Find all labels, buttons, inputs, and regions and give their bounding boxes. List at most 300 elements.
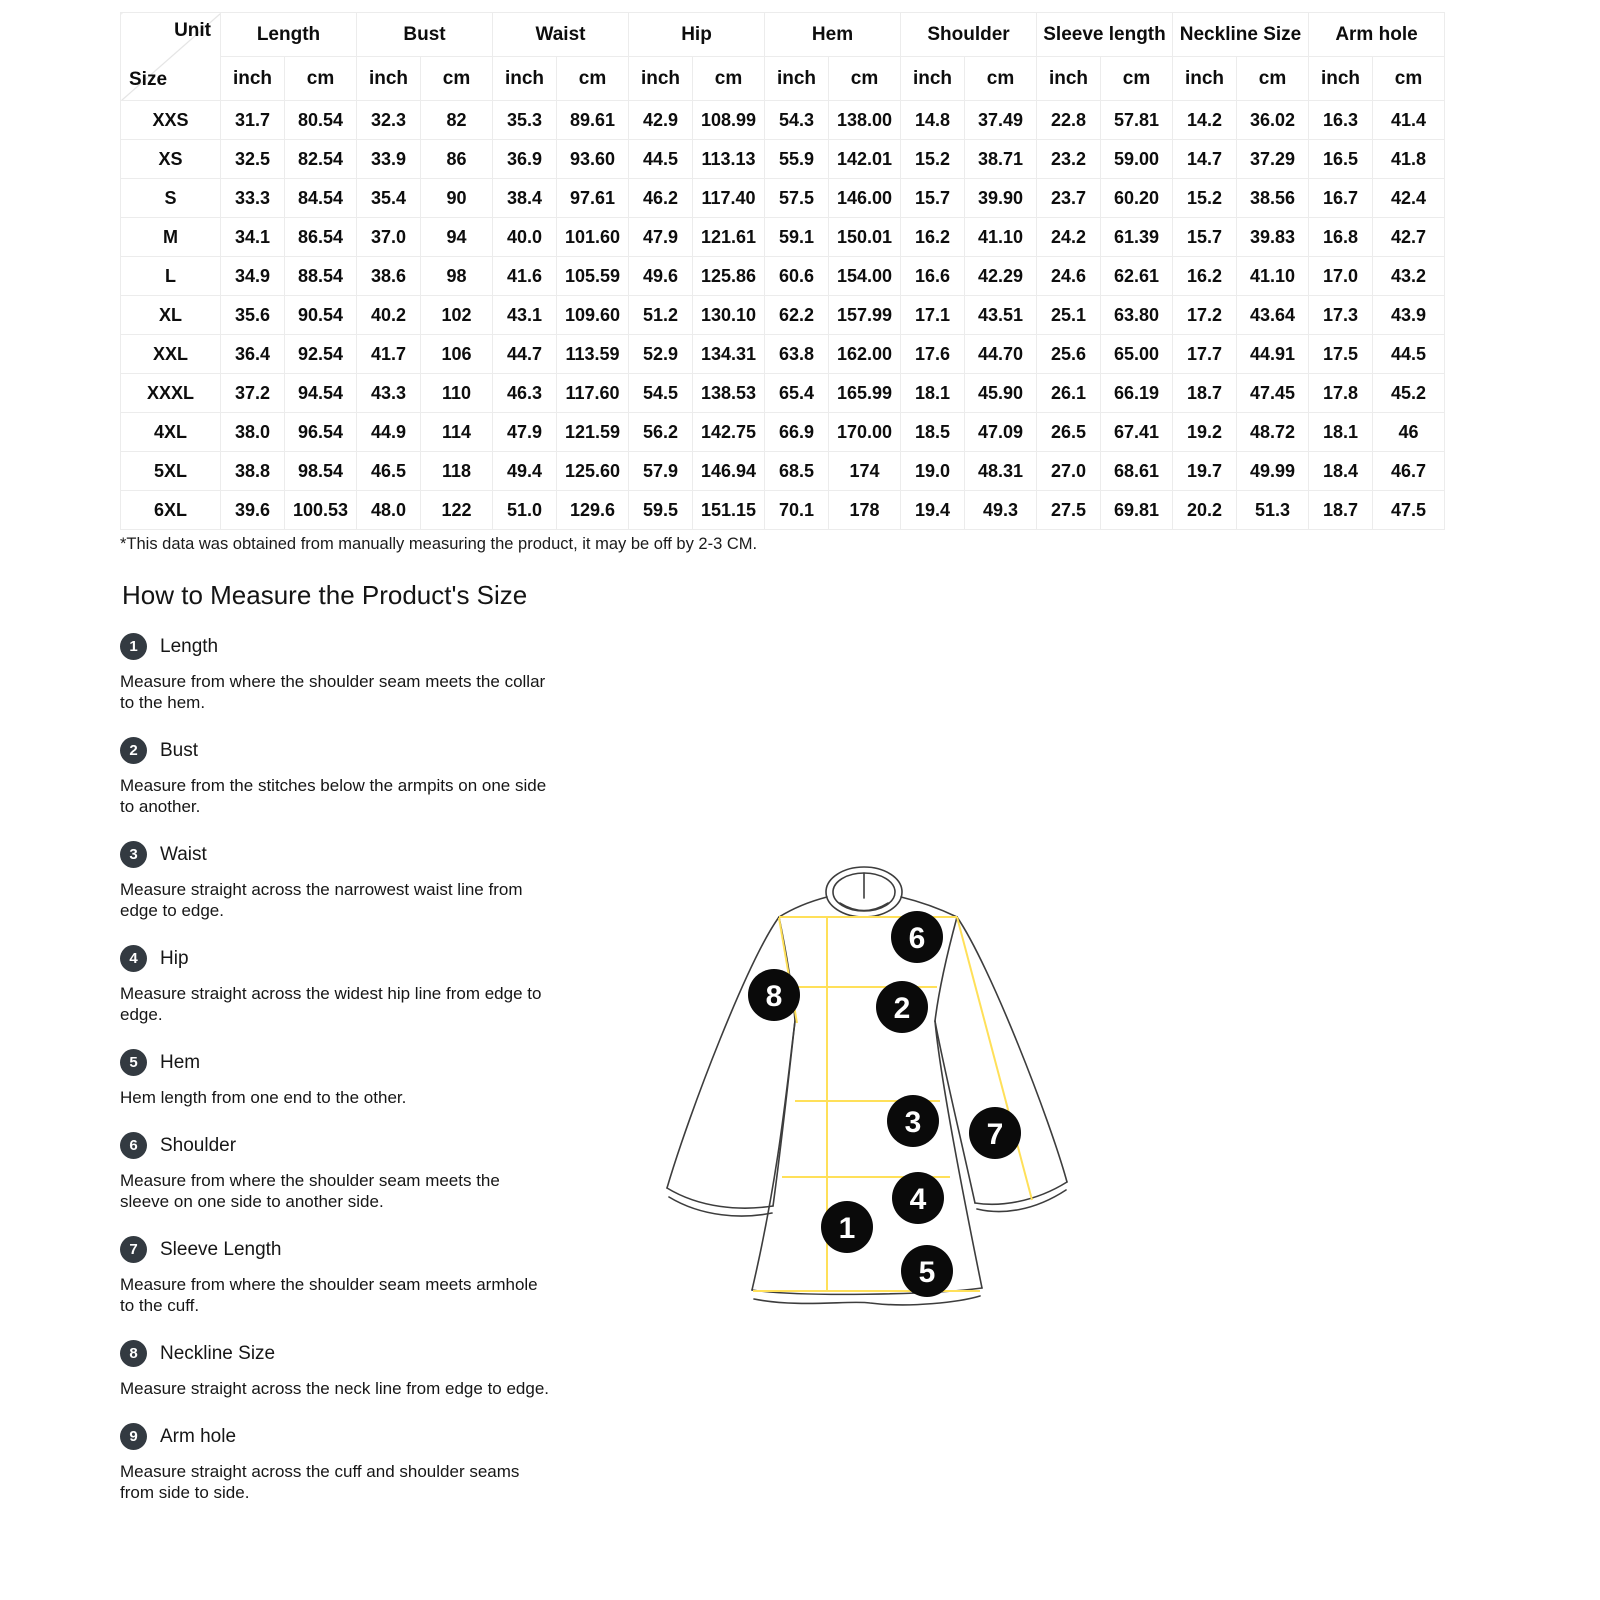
inch-unit-header: inch [629, 57, 693, 101]
step-label: Shoulder [160, 1134, 237, 1156]
value-cell: 17.6 [901, 335, 965, 374]
value-cell: 18.1 [1309, 413, 1373, 452]
inch-unit-header: inch [357, 57, 421, 101]
value-cell: 19.0 [901, 452, 965, 491]
value-cell: 15.2 [1173, 179, 1237, 218]
step-label: Waist [160, 843, 207, 865]
svg-text:3: 3 [904, 1106, 922, 1139]
measure-step-header [120, 1340, 640, 1367]
value-cell: 43.51 [965, 296, 1037, 335]
diagram-marker-7 [969, 1107, 1021, 1159]
inch-unit-header: inch [901, 57, 965, 101]
value-cell: 22.8 [1037, 101, 1101, 140]
step-description: Measure from where the shoulder seam meets the sleeve on one side to another side. [120, 1171, 500, 1211]
value-cell: 97.61 [557, 179, 629, 218]
value-cell: 92.54 [285, 335, 357, 374]
value-cell: 151.15 [693, 491, 765, 530]
value-cell: 110 [421, 374, 493, 413]
value-cell: 36.4 [221, 335, 285, 374]
value-cell: 51.3 [1237, 491, 1309, 530]
cm-unit-header: cm [285, 57, 357, 101]
value-cell: 16.6 [901, 257, 965, 296]
column-group-header: Length [221, 13, 357, 57]
value-cell: 17.3 [1309, 296, 1373, 335]
value-cell: 40.2 [357, 296, 421, 335]
svg-text:6: 6 [908, 922, 926, 955]
step-number-badge: 1 [120, 633, 147, 660]
value-cell: 82.54 [285, 140, 357, 179]
value-cell: 16.5 [1309, 140, 1373, 179]
value-cell: 15.7 [901, 179, 965, 218]
value-cell: 40.0 [493, 218, 557, 257]
value-cell: 65.4 [765, 374, 829, 413]
value-cell: 80.54 [285, 101, 357, 140]
value-cell: 90.54 [285, 296, 357, 335]
value-cell: 44.70 [965, 335, 1037, 374]
value-cell: 125.60 [557, 452, 629, 491]
value-cell: 43.2 [1373, 257, 1445, 296]
table-row [121, 296, 1445, 335]
value-cell: 45.2 [1373, 374, 1445, 413]
value-cell: 14.7 [1173, 140, 1237, 179]
value-cell: 146.94 [693, 452, 765, 491]
value-cell: 17.7 [1173, 335, 1237, 374]
table-row [121, 101, 1445, 140]
value-cell: 47.09 [965, 413, 1037, 452]
value-cell: 88.54 [285, 257, 357, 296]
value-cell: 15.7 [1173, 218, 1237, 257]
value-cell: 49.3 [965, 491, 1037, 530]
value-cell: 18.4 [1309, 452, 1373, 491]
value-cell: 60.6 [765, 257, 829, 296]
value-cell: 138.00 [829, 101, 901, 140]
step-label: Hip [160, 947, 189, 969]
value-cell: 38.4 [493, 179, 557, 218]
value-cell: 35.3 [493, 101, 557, 140]
value-cell: 42.4 [1373, 179, 1445, 218]
garment-measurement-diagram [630, 840, 1110, 1340]
value-cell: 43.64 [1237, 296, 1309, 335]
step-description: Measure straight across the widest hip line from edge to edge. [120, 984, 542, 1024]
value-cell: 63.8 [765, 335, 829, 374]
value-cell: 44.91 [1237, 335, 1309, 374]
value-cell: 26.1 [1037, 374, 1101, 413]
inch-unit-header: inch [493, 57, 557, 101]
value-cell: 98 [421, 257, 493, 296]
value-cell: 46.2 [629, 179, 693, 218]
value-cell: 16.3 [1309, 101, 1373, 140]
value-cell: 109.60 [557, 296, 629, 335]
value-cell: 178 [829, 491, 901, 530]
value-cell: 34.1 [221, 218, 285, 257]
table-row [121, 374, 1445, 413]
value-cell: 134.31 [693, 335, 765, 374]
value-cell: 17.8 [1309, 374, 1373, 413]
value-cell: 38.6 [357, 257, 421, 296]
value-cell: 18.7 [1309, 491, 1373, 530]
inch-unit-header: inch [765, 57, 829, 101]
value-cell: 15.2 [901, 140, 965, 179]
measure-step [120, 1049, 640, 1108]
how-to-measure-title: How to Measure the Product's Size [122, 580, 528, 610]
value-cell: 100.53 [285, 491, 357, 530]
diagram-marker-1 [821, 1201, 873, 1253]
step-label: Length [160, 635, 219, 657]
measure-step [120, 1236, 640, 1316]
value-cell: 35.4 [357, 179, 421, 218]
size-cell: 6XL [121, 491, 221, 530]
measure-step [120, 1132, 640, 1212]
measure-step-header [120, 737, 640, 764]
size-chart-table [120, 12, 1445, 530]
value-cell: 54.5 [629, 374, 693, 413]
value-cell: 84.54 [285, 179, 357, 218]
measure-step-header [120, 1423, 640, 1450]
cm-unit-header: cm [557, 57, 629, 101]
svg-text:7: 7 [986, 1118, 1004, 1151]
size-chart-head [121, 13, 1445, 101]
value-cell: 36.02 [1237, 101, 1309, 140]
value-cell: 105.59 [557, 257, 629, 296]
table-row [121, 257, 1445, 296]
value-cell: 162.00 [829, 335, 901, 374]
unit-header-row [121, 57, 1445, 101]
value-cell: 117.60 [557, 374, 629, 413]
value-cell: 24.6 [1037, 257, 1101, 296]
value-cell: 23.2 [1037, 140, 1101, 179]
group-header-row [121, 13, 1445, 57]
cm-unit-header: cm [421, 57, 493, 101]
value-cell: 69.81 [1101, 491, 1173, 530]
value-cell: 174 [829, 452, 901, 491]
value-cell: 57.5 [765, 179, 829, 218]
value-cell: 46.7 [1373, 452, 1445, 491]
value-cell: 24.2 [1037, 218, 1101, 257]
value-cell: 46.3 [493, 374, 557, 413]
value-cell: 38.71 [965, 140, 1037, 179]
value-cell: 14.2 [1173, 101, 1237, 140]
measure-step [120, 737, 640, 817]
value-cell: 150.01 [829, 218, 901, 257]
value-cell: 54.3 [765, 101, 829, 140]
value-cell: 47.9 [629, 218, 693, 257]
value-cell: 154.00 [829, 257, 901, 296]
value-cell: 42.9 [629, 101, 693, 140]
value-cell: 170.00 [829, 413, 901, 452]
value-cell: 138.53 [693, 374, 765, 413]
size-cell: XS [121, 140, 221, 179]
step-description: Measure straight across the cuff and shoulder seams from side to side. [120, 1462, 520, 1502]
value-cell: 39.83 [1237, 218, 1309, 257]
value-cell: 45.90 [965, 374, 1037, 413]
step-number-badge: 2 [120, 737, 147, 764]
value-cell: 31.7 [221, 101, 285, 140]
value-cell: 121.59 [557, 413, 629, 452]
value-cell: 63.80 [1101, 296, 1173, 335]
diagram-marker-4 [892, 1172, 944, 1224]
column-group-header: Arm hole [1309, 13, 1445, 57]
svg-text:2: 2 [893, 992, 911, 1025]
value-cell: 19.7 [1173, 452, 1237, 491]
value-cell: 38.56 [1237, 179, 1309, 218]
step-number-badge: 3 [120, 841, 147, 868]
value-cell: 46.5 [357, 452, 421, 491]
value-cell: 47.9 [493, 413, 557, 452]
cm-unit-header: cm [1373, 57, 1445, 101]
value-cell: 121.61 [693, 218, 765, 257]
value-cell: 25.1 [1037, 296, 1101, 335]
value-cell: 41.10 [965, 218, 1037, 257]
value-cell: 130.10 [693, 296, 765, 335]
value-cell: 51.2 [629, 296, 693, 335]
unit-size-corner-cell [121, 13, 221, 101]
table-row [121, 452, 1445, 491]
value-cell: 37.0 [357, 218, 421, 257]
step-number-badge: 7 [120, 1236, 147, 1263]
value-cell: 16.2 [1173, 257, 1237, 296]
value-cell: 68.5 [765, 452, 829, 491]
step-label: Arm hole [160, 1425, 237, 1447]
measure-step-header [120, 1236, 640, 1263]
value-cell: 39.90 [965, 179, 1037, 218]
value-cell: 106 [421, 335, 493, 374]
value-cell: 19.4 [901, 491, 965, 530]
step-number-badge: 4 [120, 945, 147, 972]
value-cell: 49.4 [493, 452, 557, 491]
measurement-guide-lines [753, 917, 1032, 1292]
value-cell: 49.99 [1237, 452, 1309, 491]
size-chart-body [121, 101, 1445, 530]
value-cell: 16.2 [901, 218, 965, 257]
column-group-header: Shoulder [901, 13, 1037, 57]
value-cell: 36.9 [493, 140, 557, 179]
value-cell: 61.39 [1101, 218, 1173, 257]
value-cell: 27.5 [1037, 491, 1101, 530]
inch-unit-header: inch [1173, 57, 1237, 101]
value-cell: 44.7 [493, 335, 557, 374]
value-cell: 41.6 [493, 257, 557, 296]
value-cell: 70.1 [765, 491, 829, 530]
measure-step-header [120, 945, 640, 972]
inch-unit-header: inch [221, 57, 285, 101]
step-label: Bust [160, 739, 199, 761]
value-cell: 37.29 [1237, 140, 1309, 179]
value-cell: 47.5 [1373, 491, 1445, 530]
diagram-marker-2 [876, 981, 928, 1033]
cm-unit-header: cm [829, 57, 901, 101]
value-cell: 98.54 [285, 452, 357, 491]
value-cell: 96.54 [285, 413, 357, 452]
diagram-marker-6 [891, 911, 943, 963]
value-cell: 26.5 [1037, 413, 1101, 452]
measurement-disclaimer: *This data was obtained from manually measuring the product, it may be off by 2-3 CM. [120, 535, 758, 553]
value-cell: 16.8 [1309, 218, 1373, 257]
measure-step-header [120, 633, 640, 660]
value-cell: 93.60 [557, 140, 629, 179]
step-description: Hem length from one end to the other. [120, 1088, 407, 1107]
value-cell: 94 [421, 218, 493, 257]
size-cell: L [121, 257, 221, 296]
value-cell: 68.61 [1101, 452, 1173, 491]
column-group-header: Hip [629, 13, 765, 57]
value-cell: 142.01 [829, 140, 901, 179]
value-cell: 108.99 [693, 101, 765, 140]
value-cell: 37.49 [965, 101, 1037, 140]
table-row [121, 335, 1445, 374]
value-cell: 90 [421, 179, 493, 218]
inch-unit-header: inch [1037, 57, 1101, 101]
measure-step [120, 945, 640, 1025]
value-cell: 16.7 [1309, 179, 1373, 218]
value-cell: 86 [421, 140, 493, 179]
measure-steps [120, 633, 640, 1527]
value-cell: 48.72 [1237, 413, 1309, 452]
value-cell: 44.5 [629, 140, 693, 179]
step-description: Measure from where the shoulder seam meets the collar to the hem. [120, 672, 546, 712]
column-group-header: Bust [357, 13, 493, 57]
measure-step [120, 841, 640, 921]
value-cell: 41.7 [357, 335, 421, 374]
svg-text:5: 5 [918, 1256, 936, 1289]
value-cell: 38.8 [221, 452, 285, 491]
value-cell: 38.0 [221, 413, 285, 452]
value-cell: 142.75 [693, 413, 765, 452]
value-cell: 102 [421, 296, 493, 335]
step-number-badge: 8 [120, 1340, 147, 1367]
size-cell: XXL [121, 335, 221, 374]
value-cell: 65.00 [1101, 335, 1173, 374]
value-cell: 43.9 [1373, 296, 1445, 335]
value-cell: 46 [1373, 413, 1445, 452]
value-cell: 49.6 [629, 257, 693, 296]
value-cell: 60.20 [1101, 179, 1173, 218]
value-cell: 14.8 [901, 101, 965, 140]
value-cell: 125.86 [693, 257, 765, 296]
corner-size-label: Size [129, 69, 168, 90]
measure-step [120, 633, 640, 713]
value-cell: 48.0 [357, 491, 421, 530]
cm-unit-header: cm [1101, 57, 1173, 101]
column-group-header: Neckline Size [1173, 13, 1309, 57]
step-label: Sleeve Length [160, 1238, 282, 1260]
value-cell: 42.29 [965, 257, 1037, 296]
value-cell: 32.5 [221, 140, 285, 179]
value-cell: 33.9 [357, 140, 421, 179]
value-cell: 25.6 [1037, 335, 1101, 374]
step-label: Hem [160, 1051, 201, 1073]
value-cell: 113.13 [693, 140, 765, 179]
table-row [121, 140, 1445, 179]
size-cell: XXXL [121, 374, 221, 413]
size-cell: XL [121, 296, 221, 335]
value-cell: 18.7 [1173, 374, 1237, 413]
value-cell: 113.59 [557, 335, 629, 374]
measure-step-header [120, 1049, 640, 1076]
value-cell: 101.60 [557, 218, 629, 257]
cm-unit-header: cm [1237, 57, 1309, 101]
value-cell: 94.54 [285, 374, 357, 413]
size-chart-section [120, 12, 1445, 530]
value-cell: 32.3 [357, 101, 421, 140]
diagram-marker-3 [887, 1095, 939, 1147]
step-number-badge: 9 [120, 1423, 147, 1450]
value-cell: 55.9 [765, 140, 829, 179]
value-cell: 52.9 [629, 335, 693, 374]
value-cell: 66.19 [1101, 374, 1173, 413]
table-row [121, 218, 1445, 257]
size-cell: M [121, 218, 221, 257]
value-cell: 43.3 [357, 374, 421, 413]
step-number-badge: 5 [120, 1049, 147, 1076]
value-cell: 18.1 [901, 374, 965, 413]
value-cell: 114 [421, 413, 493, 452]
measure-step [120, 1340, 640, 1399]
inch-unit-header: inch [1309, 57, 1373, 101]
step-number-badge: 6 [120, 1132, 147, 1159]
table-row [121, 491, 1445, 530]
value-cell: 44.5 [1373, 335, 1445, 374]
step-description: Measure from where the shoulder seam meets armhole to the cuff. [120, 1275, 538, 1315]
value-cell: 23.7 [1037, 179, 1101, 218]
value-cell: 89.61 [557, 101, 629, 140]
value-cell: 118 [421, 452, 493, 491]
size-cell: S [121, 179, 221, 218]
step-description: Measure straight across the narrowest waist line from edge to edge. [120, 880, 523, 920]
value-cell: 48.31 [965, 452, 1037, 491]
value-cell: 37.2 [221, 374, 285, 413]
value-cell: 35.6 [221, 296, 285, 335]
value-cell: 18.5 [901, 413, 965, 452]
value-cell: 27.0 [1037, 452, 1101, 491]
svg-text:1: 1 [838, 1212, 856, 1245]
size-cell: XXS [121, 101, 221, 140]
value-cell: 66.9 [765, 413, 829, 452]
measure-step-header [120, 1132, 640, 1159]
corner-unit-label: Unit [174, 20, 211, 41]
value-cell: 17.1 [901, 296, 965, 335]
column-group-header: Sleeve length [1037, 13, 1173, 57]
value-cell: 57.9 [629, 452, 693, 491]
value-cell: 44.9 [357, 413, 421, 452]
measure-step [120, 1423, 640, 1503]
value-cell: 17.2 [1173, 296, 1237, 335]
cm-unit-header: cm [965, 57, 1037, 101]
cm-unit-header: cm [693, 57, 765, 101]
svg-text:8: 8 [765, 980, 783, 1013]
value-cell: 39.6 [221, 491, 285, 530]
value-cell: 17.5 [1309, 335, 1373, 374]
measure-step-header [120, 841, 640, 868]
value-cell: 67.41 [1101, 413, 1173, 452]
value-cell: 57.81 [1101, 101, 1173, 140]
column-group-header: Hem [765, 13, 901, 57]
value-cell: 34.9 [221, 257, 285, 296]
column-group-header: Waist [493, 13, 629, 57]
value-cell: 59.1 [765, 218, 829, 257]
step-description: Measure straight across the neck line from edge to edge. [120, 1379, 550, 1398]
value-cell: 42.7 [1373, 218, 1445, 257]
value-cell: 122 [421, 491, 493, 530]
value-cell: 82 [421, 101, 493, 140]
size-cell: 4XL [121, 413, 221, 452]
value-cell: 146.00 [829, 179, 901, 218]
value-cell: 59.00 [1101, 140, 1173, 179]
diagram-marker-8 [748, 969, 800, 1021]
value-cell: 43.1 [493, 296, 557, 335]
value-cell: 19.2 [1173, 413, 1237, 452]
value-cell: 86.54 [285, 218, 357, 257]
value-cell: 59.5 [629, 491, 693, 530]
